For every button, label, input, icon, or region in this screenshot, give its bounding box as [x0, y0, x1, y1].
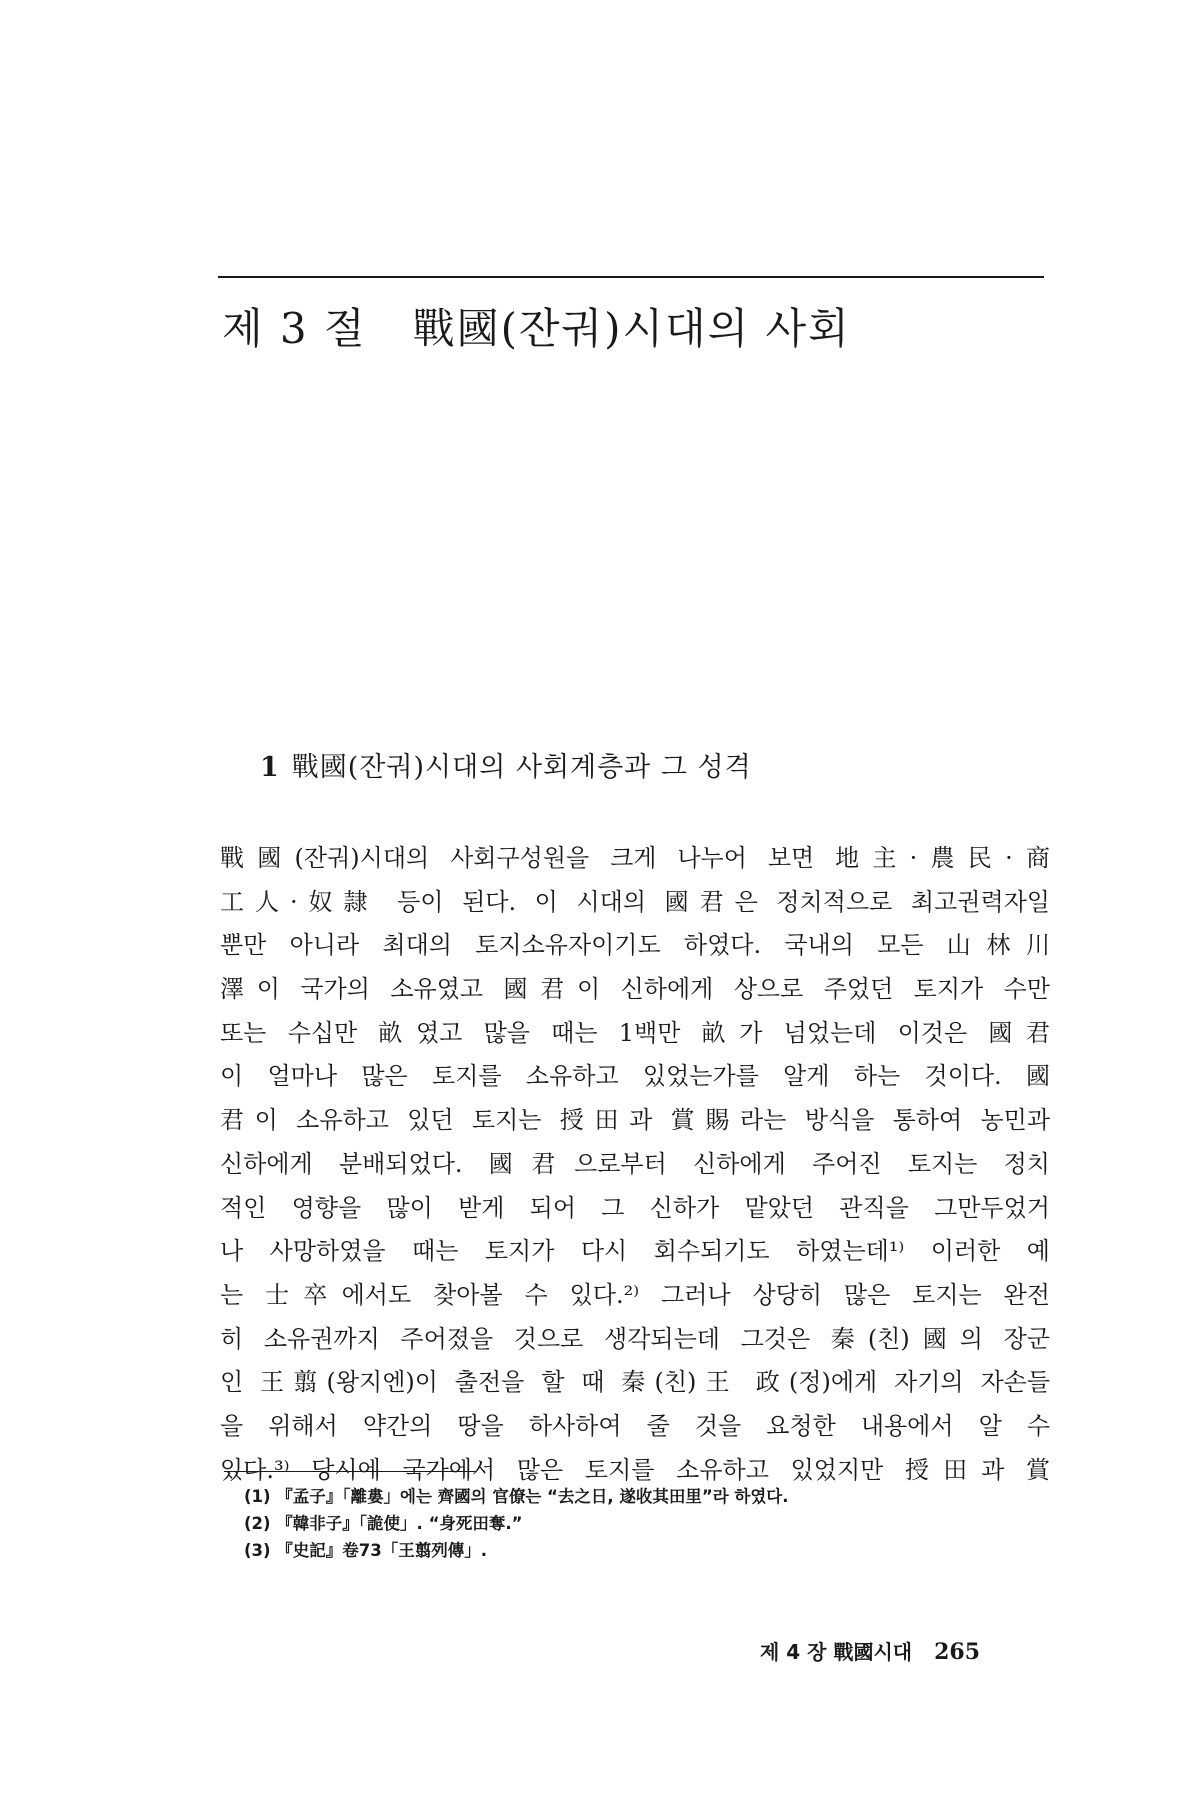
chapter-title	[222, 296, 851, 356]
footnote-3: (3) 『史記』卷73「王翦列傳」.	[244, 1541, 488, 1560]
body-line: 뿐만 아니라 최대의 토지소유자이기도 하였다. 국내의 모든 山林川	[220, 931, 1050, 960]
body-line: 는 士卒에서도 찾아볼 수 있다.²⁾ 그러나 상당히 많은 토지는 완전	[220, 1280, 1050, 1309]
section-label: 제 3 절	[222, 304, 367, 353]
body-line: 을 위해서 약간의 땅을 하사하여 줄 것을 요청한 내용에서 알 수	[220, 1411, 1050, 1440]
body-line: 인 王翦(왕지엔)이 출전을 할 때 秦(친)王 政(정)에게 자기의 자손들	[220, 1368, 1050, 1397]
body-line: 있다.³⁾ 당시에 국가에서 많은 토지를 소유하고 있었지만 授田과 賞	[220, 1455, 1050, 1484]
footnote-2: (2) 『韓非子』「詭使」. “身死田奪.”	[244, 1514, 523, 1533]
footnotes	[244, 1483, 789, 1564]
subsection-title: 戰國(잔궈)시대의 사회계층과 그 성격	[291, 752, 752, 783]
section-title-text: 戰國(잔궈)시대의 사회	[412, 304, 851, 353]
subsection-heading	[260, 745, 752, 784]
body-line: 澤이 국가의 소유였고 國君이 신하에게 상으로 주었던 토지가 수만	[220, 975, 1050, 1004]
top-rule	[218, 276, 1044, 278]
body-line: 또는 수십만 畝였고 많을 때는 1백만 畝가 넘었는데 이것은 國君	[220, 1018, 1050, 1047]
body-paragraph	[220, 837, 1050, 1492]
body-line: 신하에게 분배되었다. 國君으로부터 신하에게 주어진 토지는 정치	[220, 1149, 1050, 1178]
body-line: 工人·奴隷 등이 된다. 이 시대의 國君은 정치적으로 최고권력자일	[220, 887, 1050, 916]
body-line: 君이 소유하고 있던 토지는 授田과 賞賜라는 방식을 통하여 농민과	[220, 1106, 1050, 1135]
running-footer	[760, 1636, 980, 1665]
running-head: 제 4 장 戰國시대	[760, 1640, 913, 1664]
body-line: 적인 영향을 많이 받게 되어 그 신하가 맡았던 관직을 그만두었거	[220, 1193, 1050, 1222]
body-line: 히 소유권까지 주어졌을 것으로 생각되는데 그것은 秦(친)國의 장군	[220, 1324, 1050, 1353]
body-line: 이 얼마나 많은 토지를 소유하고 있었는가를 알게 하는 것이다. 國	[220, 1062, 1050, 1091]
page-number: 265	[934, 1639, 981, 1665]
body-line: 戰國(잔궈)시대의 사회구성원을 크게 나누어 보면 地主·農民·商	[220, 844, 1050, 872]
footnote-rule	[224, 1471, 476, 1472]
body-line: 나 사망하였을 때는 토지가 다시 회수되기도 하였는데¹⁾ 이러한 예	[220, 1237, 1050, 1266]
subsection-number: 1	[260, 752, 280, 783]
footnote-1: (1) 『孟子』「離婁」에는 齊國의 官僚는 “去之日, 遂收其田里”라 하였다.	[244, 1487, 789, 1506]
